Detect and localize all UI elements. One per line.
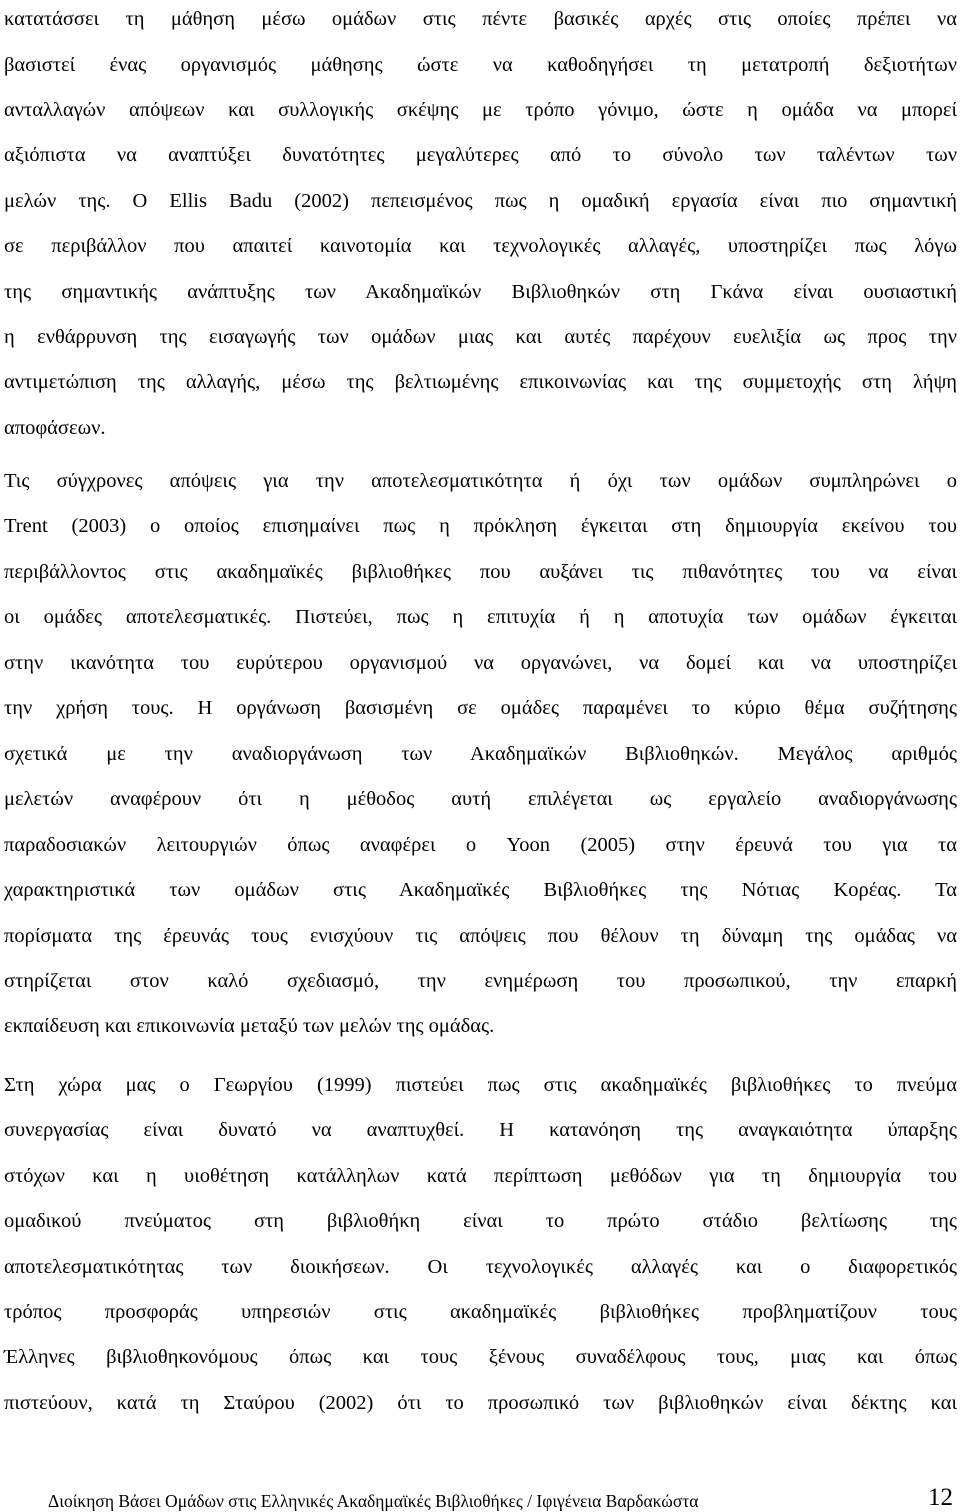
text-line: σχετικά με την αναδιοργάνωση των Ακαδημαϊκών Βιβλιοθηκών. Μεγάλος αριθμός [4,743,957,765]
page-number: 12 [928,1484,953,1511]
text-line: χαρακτηριστικά των ομάδων στις Ακαδημαϊκές Βιβλιοθήκες της Νότιας Κορέας. Τα [4,879,957,901]
text-line: τρόπος προσφοράς υπηρεσιών στις ακαδημαϊκές βιβλιοθήκες προβληματίζουν τους [4,1301,957,1323]
text-line: την χρήση τους. Η οργάνωση βασισμένη σε ομάδες παραμένει το κύριο θέμα συζήτησης [4,697,957,719]
page-footer: Διοίκηση Βάσει Ομάδων στις Ελληνικές Ακαδημαϊκές Βιβλιοθήκες / Ιφιγένεια Βαρδακώστα [48,1491,699,1511]
text-line: πορίσματα της έρευνάς τους ενισχύουν τις απόψεις που θέλουν τη δύναμη της ομάδας να [4,925,957,947]
text-line: αξιόπιστα να αναπτύξει δυνατότητες μεγαλύτερες από το σύνολο των ταλέντων των [4,144,957,166]
text-line: εκπαίδευση και επικοινωνία μεταξύ των μελών της ομάδας. [4,1015,495,1037]
text-line: ανταλλαγών απόψεων και συλλογικής σκέψης με τρόπο γόνιμο, ώστε η ομάδα να μπορεί [4,99,957,121]
text-line: στόχων και η υιοθέτηση κατάλληλων κατά περίπτωση μεθόδων για τη δημιουργία του [4,1165,957,1187]
text-line: στην ικανότητα του ευρύτερου οργανισμού να οργανώνει, να δομεί και να υποστηρίζει [4,652,957,674]
text-line: μελετών αναφέρουν ότι η μέθοδος αυτή επιλέγεται ως εργαλείο αναδιοργάνωσης [4,788,957,810]
text-line: περιβάλλοντος στις ακαδημαϊκές βιβλιοθήκες που αυξάνει τις πιθανότητες του να είναι [4,561,957,583]
text-line: Trent (2003) ο οποίος επισημαίνει πως η πρόκληση έγκειται στη δημιουργία εκείνου του [4,515,957,537]
text-line: Έλληνες βιβλιοθηκονόμους όπως και τους ξένους συναδέλφους τους, μιας και όπως [4,1346,957,1368]
text-line: βασιστεί ένας οργανισμός μάθησης ώστε να καθοδηγήσει τη μετατροπή δεξιοτήτων [4,54,957,76]
text-line: σε περιβάλλον που απαιτεί καινοτομία και τεχνολογικές αλλαγές, υποστηρίζει πως λόγω [4,235,957,257]
text-line: συνεργασίας είναι δυνατό να αναπτυχθεί. Η κατανόηση της αναγκαιότητα ύπαρξης [4,1119,957,1141]
text-line: Τις σύγχρονες απόψεις για την αποτελεσματικότητα ή όχι των ομάδων συμπληρώνει ο [4,470,957,492]
text-line: αποτελεσματικότητας των διοικήσεων. Οι τεχνολογικές αλλαγές και ο διαφορετικός [4,1256,957,1278]
text-line: παραδοσιακών λειτουργιών όπως αναφέρει ο Yoon (2005) στην έρευνά του για τα [4,834,957,856]
text-line: ομαδικού πνεύματος στη βιβλιοθήκη είναι το πρώτο στάδιο βελτίωσης της [4,1210,957,1232]
text-line: της σημαντικής ανάπτυξης των Ακαδημαϊκών Βιβλιοθηκών στη Γκάνα είναι ουσιαστική [4,281,957,303]
text-line: κατατάσσει τη μάθηση μέσω ομάδων στις πέντε βασικές αρχές στις οποίες πρέπει να [4,8,957,30]
text-line: στηρίζεται στον καλό σχεδιασμό, την ενημέρωση του προσωπικού, την επαρκή [4,970,957,992]
text-line: αντιμετώπιση της αλλαγής, μέσω της βελτιωμένης επικοινωνίας και της συμμετοχής στη λήψη [4,371,957,393]
text-line: οι ομάδες αποτελεσματικές. Πιστεύει, πως η επιτυχία ή η αποτυχία των ομάδων έγκειται [4,606,957,628]
text-line: Στη χώρα μας ο Γεωργίου (1999) πιστεύει πως στις ακαδημαϊκές βιβλιοθήκες το πνεύμα [4,1074,957,1096]
text-line: μελών της. Ο Ellis Badu (2002) πεπεισμένος πως η ομαδική εργασία είναι πιο σημαντική [4,190,957,212]
text-line: πιστεύουν, κατά τη Σταύρου (2002) ότι το προσωπικό των βιβλιοθηκών είναι δέκτης και [4,1392,957,1414]
text-line: η ενθάρρυνση της εισαγωγής των ομάδων μιας και αυτές παρέχουν ευελιξία ως προς την [4,326,957,348]
text-line: αποφάσεων. [4,417,106,439]
